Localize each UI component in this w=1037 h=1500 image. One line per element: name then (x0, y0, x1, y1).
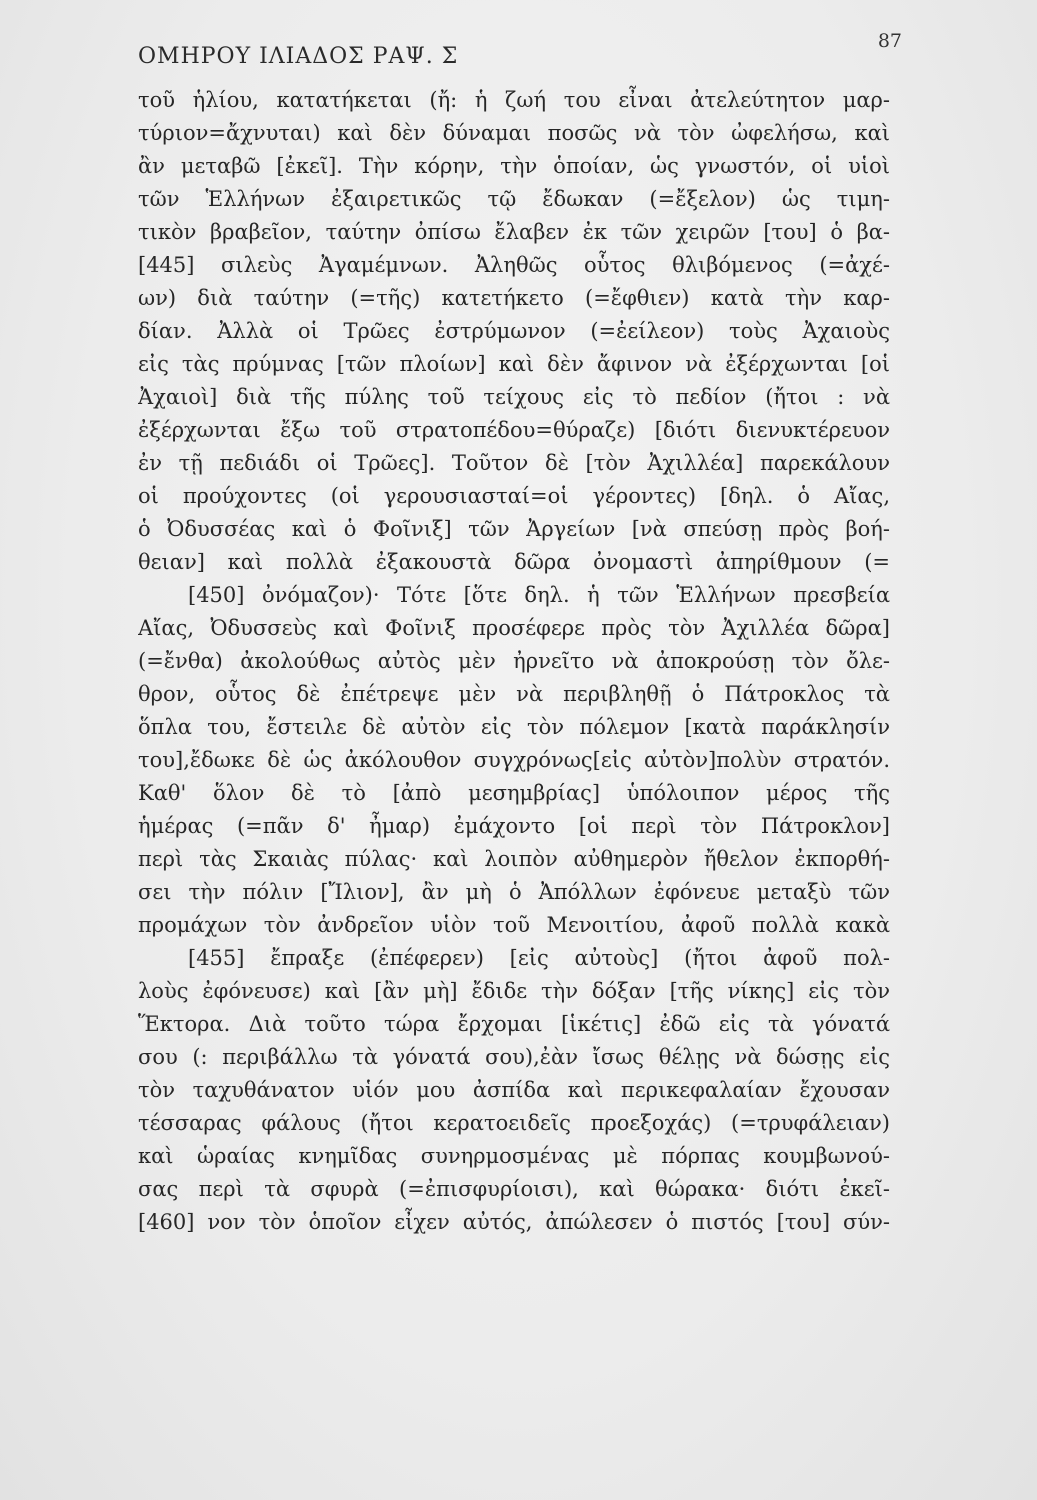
text-line: ἐξέρχωνται ἔξω τοῦ στρατοπέδου=θύραζε) [διότι διενυκτέρευον (138, 418, 890, 442)
page-header (138, 30, 902, 70)
text-line: σει τὴν πόλιν [Ἴλιον], ἂν μὴ ὁ Ἀπόλλων ἐφόνευε μεταξὺ τῶν (138, 880, 890, 904)
page-number: 87 (877, 30, 902, 52)
text-line: θειαν] καὶ πολλὰ ἐξακουστὰ δῶρα ὀνομαστὶ ἀπηρίθμουν (= (138, 550, 890, 574)
text-line: Ἕκτορα. Διὰ τοῦτο τώρα ἔρχομαι [ἱκέτις] ἐδῶ εἰς τὰ γόνατά (138, 1012, 890, 1036)
text-line: προμάχων τὸν ἀνδρεῖον υἱὸν τοῦ Μενοιτίου, ἀφοῦ πολλὰ κακὰ (138, 913, 890, 937)
text-line: ὁ Ὀδυσσέας καὶ ὁ Φοῖνιξ] τῶν Ἀργείων [νὰ σπεύσῃ πρὸς βοή- (138, 517, 890, 541)
text-line: του],ἔδωκε δὲ ὡς ἀκόλουθον συγχρόνως[εἰς αὐτὸν]πολὺν στρατόν. (138, 748, 890, 772)
text-line: τὸν ταχυθάνατον υἱόν μου ἀσπίδα καὶ περικεφαλαίαν ἔχουσαν (138, 1078, 890, 1102)
text-line: εἰς τὰς πρύμνας [τῶν πλοίων] καὶ δὲν ἄφινον νὰ ἐξέρχωνται [οἱ (138, 352, 890, 376)
text-line: σας περὶ τὰ σφυρὰ (=ἐπισφυρίοισι), καὶ θώρακα· διότι ἐκεῖ- (138, 1177, 890, 1201)
text-line: ἂν μεταβῶ [ἐκεῖ]. Τὴν κόρην, τὴν ὁποίαν, ὡς γνωστόν, οἱ υἱοὶ (138, 154, 890, 178)
text-line: [455] ἔπραξε (ἐπέφερεν) [εἰς αὐτοὺς] (ἤτοι ἀφοῦ πολ- (188, 946, 890, 970)
text-line: τύριον=ἄχνυται) καὶ δὲν δύναμαι ποσῶς νὰ τὸν ὠφελήσω, καὶ (138, 121, 890, 145)
text-line: σου (: περιβάλλω τὰ γόνατά σου),ἐὰν ἴσως θέλῃς νὰ δώσῃς εἰς (138, 1045, 890, 1069)
text-line: τῶν Ἑλλήνων ἐξαιρετικῶς τῷ ἔδωκαν (=ἔξελον) ὡς τιμη- (138, 187, 890, 211)
text-line: ὅπλα του, ἔστειλε δὲ αὐτὸν εἰς τὸν πόλεμον [κατὰ παράκλησίν (138, 715, 890, 739)
text-line: περὶ τὰς Σκαιὰς πύλας· καὶ λοιπὸν αὐθημερὸν ἤθελον ἐκπορθή- (138, 847, 890, 871)
text-line: καὶ ὡραίας κνημῖδας συνηρμοσμένας μὲ πόρπας κουμβωνού- (138, 1144, 890, 1168)
text-line: τοῦ ἡλίου, κατατήκεται (ἤ: ἡ ζωή του εἶναι ἀτελεύτητον μαρ- (138, 88, 890, 112)
text-line: Ἀχαιοὶ] διὰ τῆς πύλης τοῦ τείχους εἰς τὸ πεδίον (ἤτοι : νὰ (138, 385, 890, 409)
text-line: [460] νον τὸν ὁποῖον εἶχεν αὐτός, ἀπώλεσεν ὁ πιστός [του] σύν- (138, 1210, 890, 1234)
text-line: ων) διὰ ταύτην (=τῆς) κατετήκετο (=ἔφθιεν) κατὰ τὴν καρ- (138, 286, 890, 310)
commentary-text (138, 84, 890, 1239)
text-line: τέσσαρας φάλους (ἤτοι κερατοειδεῖς προεξοχάς) (=τρυφάλειαν) (138, 1111, 890, 1135)
text-line: οἱ προύχοντες (οἱ γερουσιασταί=οἱ γέροντες) [δηλ. ὁ Αἴας, (138, 484, 890, 508)
text-line: [450] ὀνόμαζον)· Τότε [ὅτε δηλ. ἡ τῶν Ἑλλήνων πρεσβεία (188, 583, 890, 607)
text-line: δίαν. Ἀλλὰ οἱ Τρῶες ἐστρύμωνον (=ἐείλεον) τοὺς Ἀχαιοὺς (138, 319, 890, 343)
running-head: ΟΜΗΡΟΥ ΙΛΙΑΔΟΣ ΡΑΨ. Σ (138, 44, 459, 69)
text-line: Αἴας, Ὀδυσσεὺς καὶ Φοῖνιξ προσέφερε πρὸς τὸν Ἀχιλλέα δῶρα] (138, 616, 890, 640)
text-line: Καθ' ὅλον δὲ τὸ [ἀπὸ μεσημβρίας] ὑπόλοιπον μέρος τῆς (138, 781, 890, 805)
text-line: λοὺς ἐφόνευσε) καὶ [ἂν μὴ] ἔδιδε τὴν δόξαν [τῆς νίκης] εἰς τὸν (138, 979, 890, 1003)
text-line: ἐν τῇ πεδιάδι οἱ Τρῶες]. Τοῦτον δὲ [τὸν Ἀχιλλέα] παρεκάλουν (138, 451, 890, 475)
text-line: (=ἔνθα) ἀκολούθως αὐτὸς μὲν ἠρνεῖτο νὰ ἀποκρούσῃ τὸν ὄλε- (138, 649, 890, 673)
text-line: τικὸν βραβεῖον, ταύτην ὀπίσω ἔλαβεν ἐκ τῶν χειρῶν [του] ὁ βα- (138, 220, 890, 244)
text-line: [445] σιλεὺς Ἀγαμέμνων. Ἀληθῶς οὗτος θλιβόμενος (=ἀχέ- (138, 253, 890, 277)
text-line: θρον, οὗτος δὲ ἐπέτρεψε μὲν νὰ περιβληθῇ ὁ Πάτροκλος τὰ (138, 682, 890, 706)
text-line: ἡμέρας (=πᾶν δ' ἦμαρ) ἐμάχοντο [οἱ περὶ τὸν Πάτροκλον] (138, 814, 890, 838)
